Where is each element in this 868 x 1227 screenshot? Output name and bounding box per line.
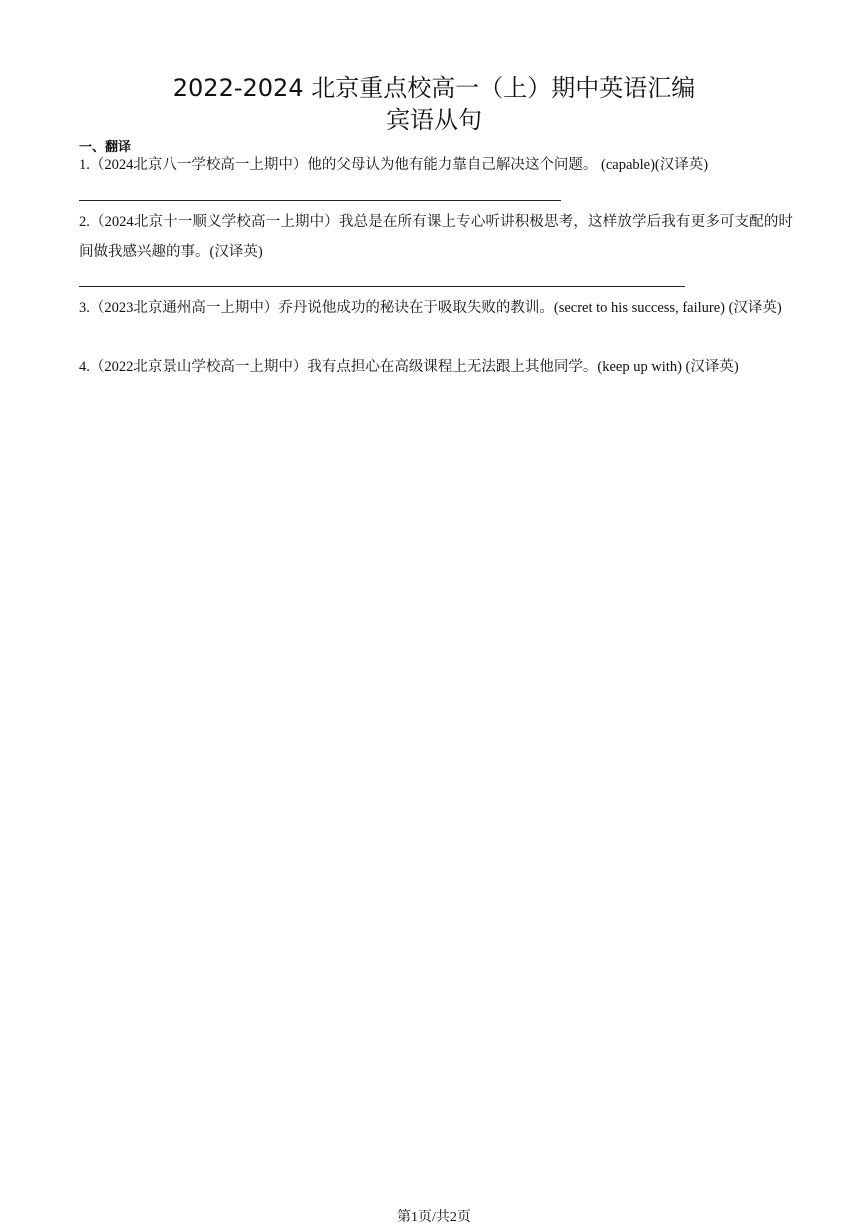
answer-line-1	[79, 200, 561, 201]
question-1: 1.（2024北京八一学校高一上期中）他的父母认为他有能力靠自己解决这个问题。 (capable)(汉译英)	[79, 157, 709, 173]
document-subtitle: 宾语从句	[386, 106, 482, 134]
document-title: 2022-2024 北京重点校高一（上）期中英语汇编	[172, 74, 696, 102]
question-4: 4.（2022北京景山学校高一上期中）我有点担心在高级课程上无法跟上其他同学。(keep up with) (汉译英)	[79, 359, 739, 375]
page-number: 第1页/共2页	[397, 1210, 471, 1225]
question-2: 2.（2024北京十一顺义学校高一上期中）我总是在所有课上专心听讲积极思考，这样放学后我有更多可支配的时间做我感兴趣的事。(汉译英)	[79, 214, 793, 260]
answer-line-2	[79, 286, 685, 287]
section-heading: 一、翻译	[79, 140, 132, 155]
question-3: 3.（2023北京通州高一上期中）乔丹说他成功的秘诀在于吸取失败的教训。(secret to his success, failure) (汉译英)	[79, 300, 782, 316]
